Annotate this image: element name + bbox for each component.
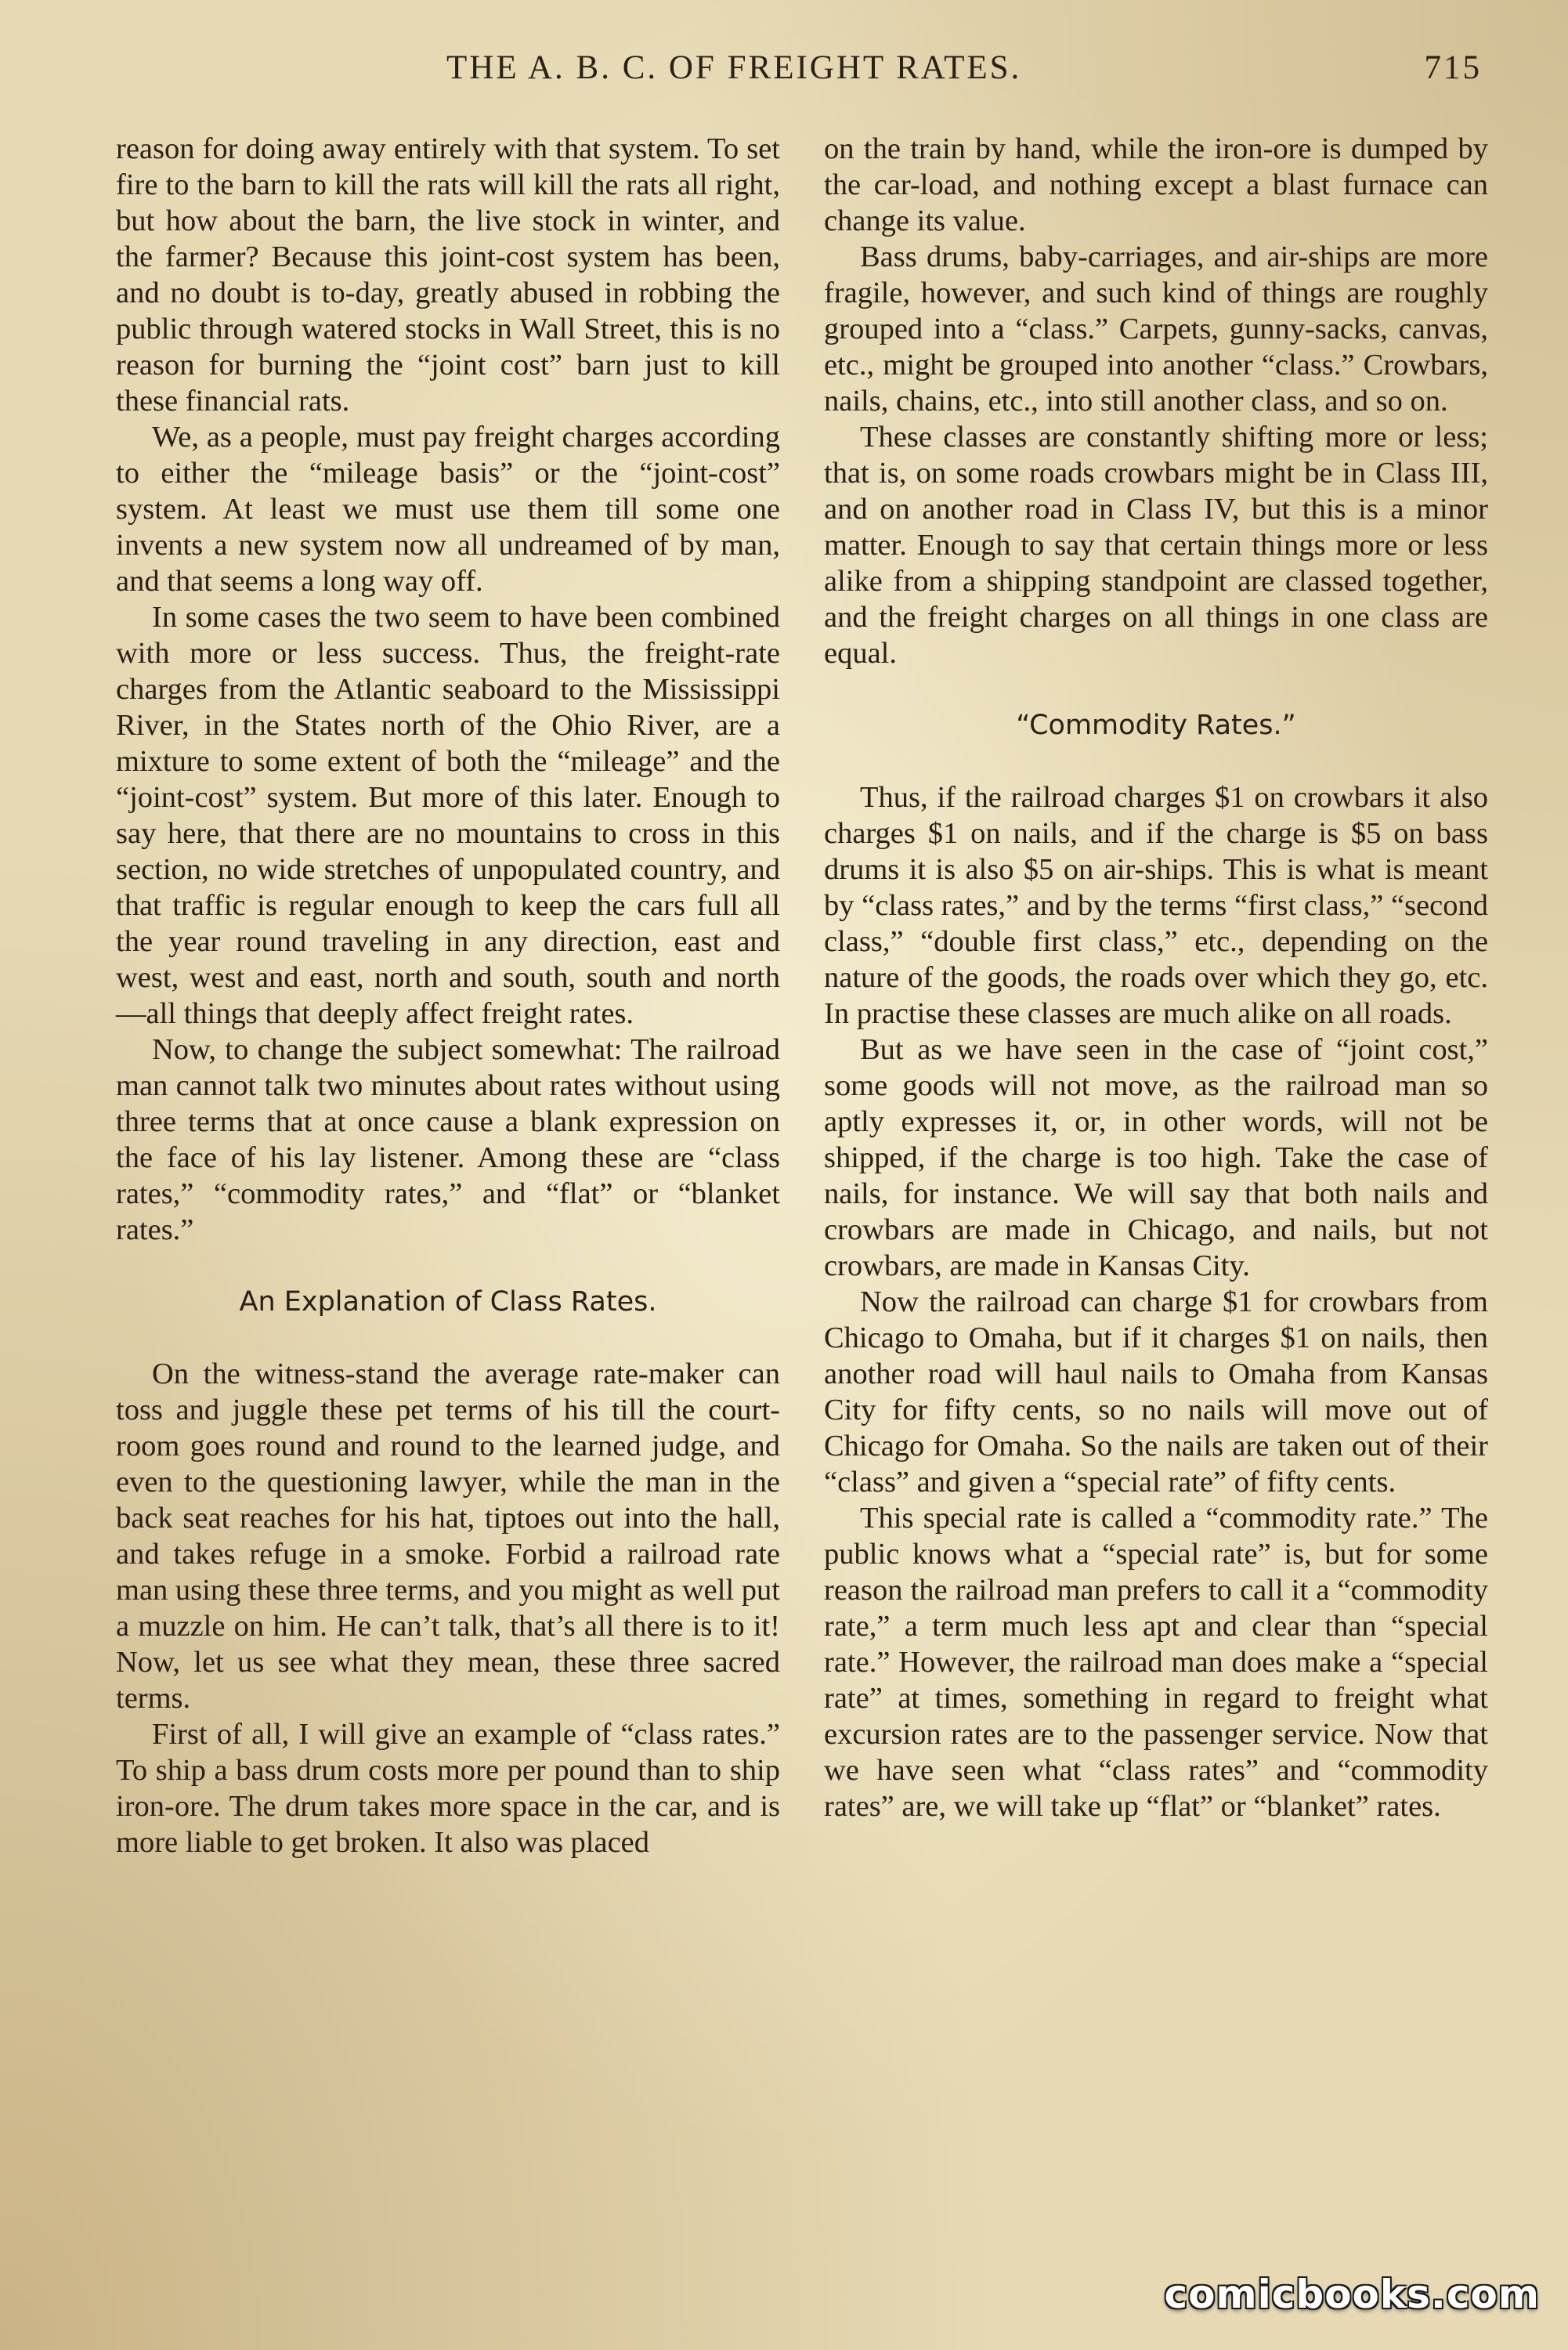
paragraph: Bass drums, baby-carriages, and air-ships are more fragile, however, and such kind of things are roughly grouped into a “class.” Carpets, gunny-sacks, canvas, etc., might be grouped into another “class.” Crowbars, nails, chains, etc., into still another class, and so on. (824, 240, 1488, 418)
running-title: THE A. B. C. OF FREIGHT RATES. (446, 49, 1022, 86)
paragraph: Now, to change the subject somewhat: The railroad man cannot talk two minutes about rates without using three terms that at once cause a blank expression on the face of his lay listener. Among these are “class rates,” “commodity rates,” and “flat” or “blanket rates.” (116, 1033, 780, 1246)
paragraph: on the train by hand, while the iron-ore is dumped by the car-load, and nothing except a blast furnace can change its value. (824, 132, 1488, 237)
running-head (117, 49, 1482, 96)
section-subhead: An Explanation of Class Rates. (239, 1286, 657, 1318)
paragraph: But as we have seen in the case of “joint cost,” some goods will not move, as the railroad man so aptly expresses it, or, in other words, will not be shipped, if the charge is too high. Take the case of nails, for instance. We will say that both nails and crowbars are made in Chicago, and nails, but not crowbars, are made in Kansas City. (824, 1033, 1488, 1282)
watermark: comicbooks.com (1164, 2272, 1540, 2317)
paragraph: This special rate is called a “commodity rate.” The public knows what a “special rate” is, but for some reason the railroad man prefers to call it a “commodity rate,” a term much less apt and clear than “special rate.” However, the railroad man does make a “special rate” at times, something in regard to freight what excursion rates are to the passenger service. Now that we have seen what “class rates” and “commodity rates” are, we will take up “flat” or “blanket” rates. (824, 1502, 1488, 1823)
paragraph: These classes are constantly shifting more or less; that is, on some roads crowbars might be in Class III, and on another road in Class IV, but this is a minor matter. Enough to say that certain things more or less alike from a shipping standpoint are classed together, and the freight charges on all things in one class are equal. (824, 421, 1488, 670)
paragraph: In some cases the two seem to have been combined with more or less success. Thus, the freight-rate charges from the Atlantic seaboard to the Mississippi River, in the States north of the Ohio River, are a mixture to some extent of both the “mileage” and the “joint-cost” system. But more of this later. Enough to say here, that there are no mountains to cross in this section, no wide stretches of unpopulated country, and that traffic is regular enough to keep the cars full all the year round traveling in any direction, east and west, west and east, north and south, south and north—all things that deeply affect freight rates. (116, 601, 780, 1030)
paragraph: Now the railroad can charge $1 for crowbars from Chicago to Omaha, but if it charges $1 on nails, then another road will haul nails to Omaha from Kansas City for fifty cents, so no nails will move out of Chicago for Omaha. So the nails are taken out of their “class” and given a “special rate” of fifty cents. (824, 1285, 1488, 1499)
section-subhead: “Commodity Rates.” (1016, 710, 1296, 741)
paragraph: Thus, if the railroad charges $1 on crowbars it also charges $1 on nails, and if the charge is $5 on bass drums it is also $5 on air-ships. This is what is meant by “class rates,” and by the terms “first class,” “second class,” “double first class,” etc., depending on the nature of the goods, the roads over which they go, etc. In practise these classes are much alike on all roads. (824, 781, 1488, 1030)
page-number: 715 (1424, 49, 1482, 86)
paragraph: We, as a people, must pay freight charges according to either the “mileage basis” or the “joint-cost” system. At least we must use them till some one invents a new system now all undreamed of by man, and that seems a long way off. (116, 421, 780, 598)
paragraph: First of all, I will give an example of “class rates.” To ship a bass drum costs more per pound than to ship iron-ore. The drum takes more space in the car, and is more liable to get broken. It also was placed (116, 1718, 780, 1859)
paragraph: On the witness-stand the average rate-maker can toss and juggle these pet terms of his till the court-room goes round and round to the learned judge, and even to the questioning lawyer, while the man in the back seat reaches for his hat, tiptoes out into the hall, and takes refuge in a smoke. Forbid a railroad rate man using these three terms, and you might as well put a muzzle on him. He can’t talk, that’s all there is to it! Now, let us see what they mean, these three sacred terms. (116, 1358, 780, 1715)
paragraph: reason for doing away entirely with that system. To set fire to the barn to kill the rats will kill the rats all right, but how about the barn, the live stock in winter, and the farmer? Because this joint-cost system has been, and no doubt is to-day, greatly abused in robbing the public through watered stocks in Wall Street, this is no reason for burning the “joint cost” barn just to kill these financial rats. (116, 132, 780, 418)
right-column (824, 131, 1488, 1824)
left-column (116, 131, 780, 1860)
